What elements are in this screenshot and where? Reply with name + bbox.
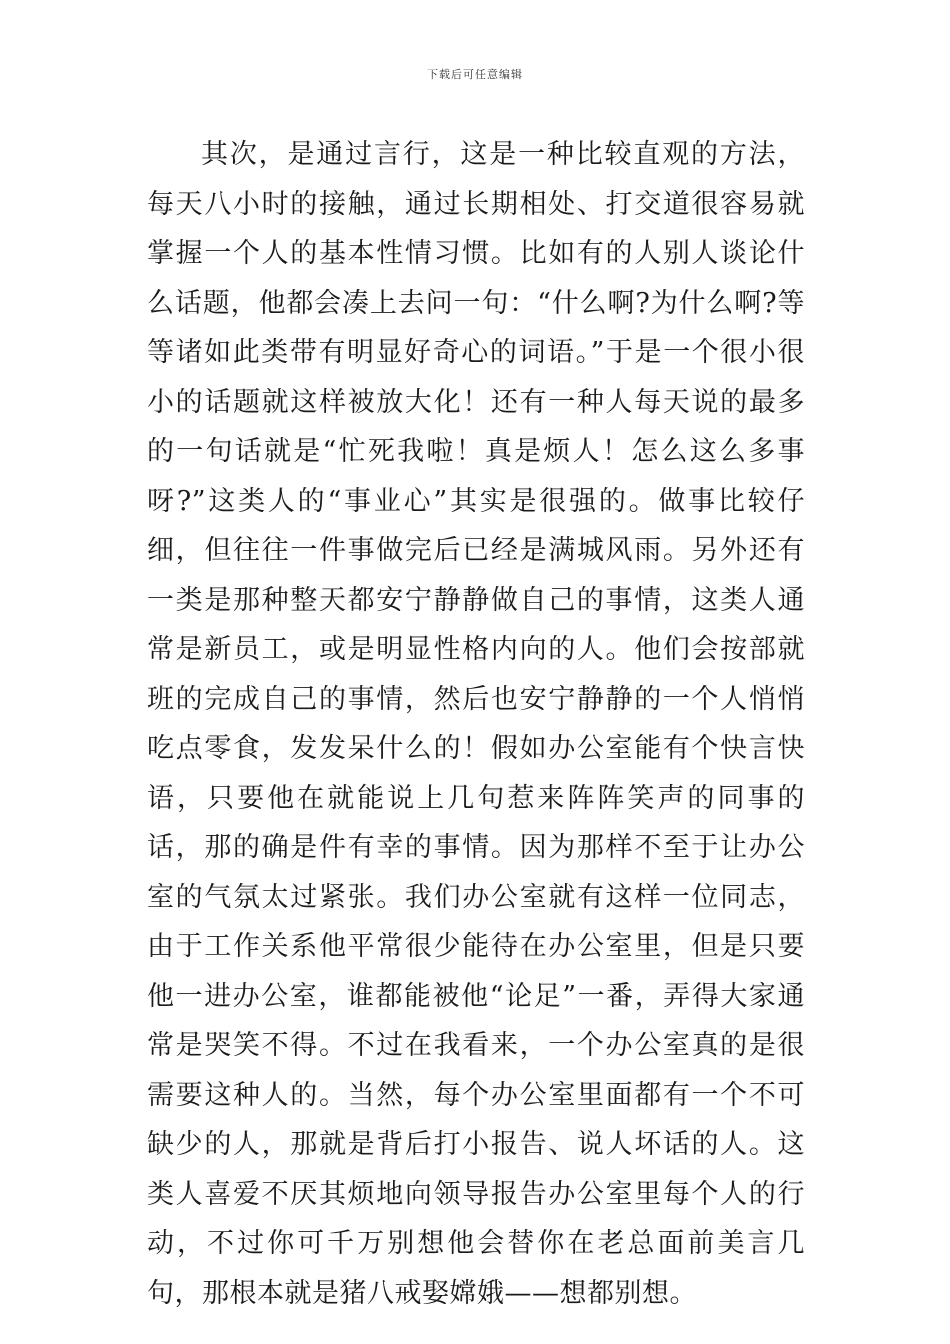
page-header-note: 下载后可任意编辑 [427,68,523,81]
body-paragraph: 其次，是通过言行，这是一种比较直观的方法，每天八小时的接触，通过长期相处、打交道很容易就掌握一个人的基本性情习惯。比如有的人别人谈论什么话题，他都会凑上去问一句：“什么啊?为什么啊?等等诸如此类带有明显好奇心的词语。”于是一个很小很小的话题就这样被放大化！还有一种人每天说的最多的一句话就是“忙死我啦！真是烦人！怎么这么多事呀?”这类人的“事业心”其实是很强的。做事比较仔细，但往往一件事做完后已经是满城风雨。另外还有一类是那种整天都安宁静静做自己的事情，这类人通常是新员工，或是明显性格内向的人。他们会按部就班的完成自己的事情，然后也安宁静静的一个人悄悄吃点零食，发发呆什么的！假如办公室能有个快言快语，只要他在就能说上几句惹来阵阵笑声的同事的话，那的确是件有幸的事情。因为那样不至于让办公室的气氛太过紧张。我们办公室就有这样一位同志，由于工作关系他平常很少能待在办公室里，但是只要他一进办公室，谁都能被他“论足”一番，弄得大家通常是哭笑不得。不过在我看来，一个办公室真的是很需要这种人的。当然，每个办公室里面都有一个不可缺少的人，那就是背后打小报告、说人坏话的人。这类人喜爱不厌其烦地向领导报告办公室里每个人的行动，不过你可千万别想他会替你在老总面前美言几句，那根本就是猪八戒娶嫦娥——想都别想。 [147,139,805,1309]
